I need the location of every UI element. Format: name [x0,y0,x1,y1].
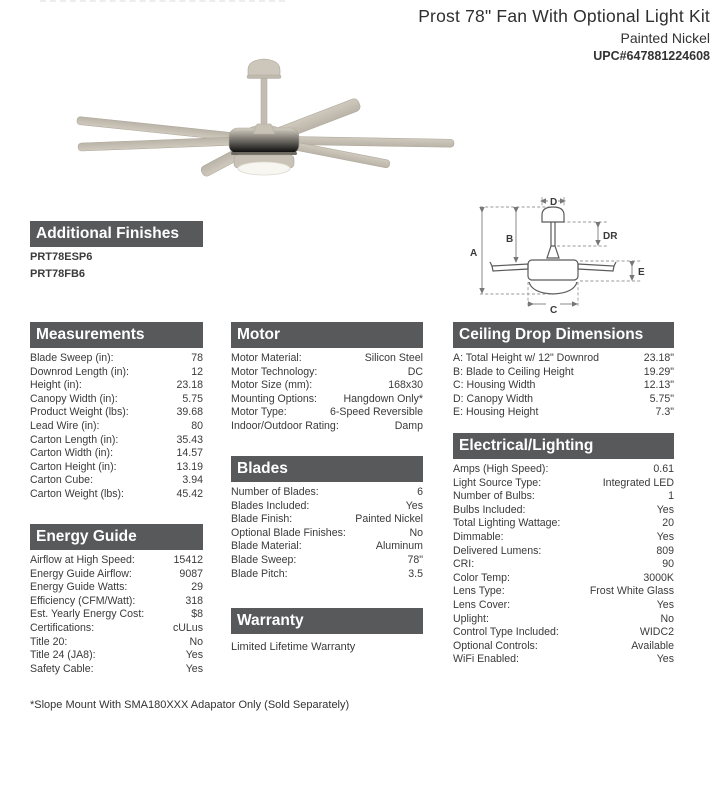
fan-product-photo [42,52,462,192]
spec-label: C: Housing Width [453,379,536,392]
spec-label: Carton Weight (lbs): [30,487,125,500]
spec-label: Title 24 (JA8): [30,649,96,662]
spec-value: 7.3" [655,406,674,419]
spec-label: Blade Pitch: [231,567,288,580]
spec-value: 45.42 [176,487,203,500]
spec-row [453,599,674,613]
spec-row [231,406,423,420]
section-header-warranty: Warranty [231,608,423,634]
spec-value: Yes [656,598,674,611]
spec-row [231,420,423,434]
spec-row [231,568,423,582]
spec-value: No [660,612,674,625]
motor-table [231,352,423,434]
spec-value: WIDC2 [639,626,674,639]
spec-value: Damp [394,419,423,432]
spec-label: Blade Finish: [231,513,293,526]
section-energy-guide [30,524,203,676]
spec-value: 318 [185,594,203,607]
spec-value: Hangdown Only* [343,392,423,405]
spec-row [453,572,674,586]
cropped-logo-remnant [40,0,285,2]
spec-value: No [189,635,203,648]
spec-value: 809 [656,544,674,557]
spec-value: Yes [185,662,203,675]
spec-label: Lens Type: [453,585,505,598]
spec-row [30,434,203,448]
spec-label: Canopy Width (in): [30,392,118,405]
spec-row [231,554,423,568]
spec-value: 6-Speed Reversible [329,406,423,419]
spec-label: Delivered Lumens: [453,544,542,557]
canopy-ring [247,75,281,79]
spec-label: Est. Yearly Energy Cost: [30,608,145,621]
spec-row [30,447,203,461]
spec-row [453,463,674,477]
finish-name: Painted Nickel [620,30,710,46]
spec-value: DC [407,365,423,378]
spec-label: B: Blade to Ceiling Height [453,365,574,378]
spec-label: Blade Material: [231,540,302,553]
spec-value: 20 [662,517,674,530]
spec-row [453,379,674,393]
section-header-blades: Blades [231,456,423,482]
spec-value: 23.18 [176,379,203,392]
spec-label: Amps (High Speed): [453,463,549,475]
rod-coupler [253,124,275,134]
dim-label-b: B [506,234,514,245]
spec-value: Yes [185,649,203,662]
spec-label: Motor Size (mm): [231,379,313,392]
spec-row [453,653,674,667]
spec-row [453,490,674,504]
section-additional-finishes [30,221,203,281]
spec-row [453,352,674,366]
downrod [261,76,267,128]
spec-label: Blade Sweep (in): [30,352,114,364]
spec-label: Optional Controls: [453,639,538,652]
spec-value: 78 [191,352,203,364]
spec-label: E: Housing Height [453,406,539,419]
spec-label: Motor Technology: [231,365,318,378]
spec-row [453,366,674,380]
spec-value: 80 [191,419,203,432]
spec-label: Efficiency (CFM/Watt): [30,594,136,607]
page-title: Prost 78" Fan With Optional Light Kit [418,6,710,26]
spec-value: 3.5 [408,567,423,580]
dim-label-dr: DR [603,231,618,242]
spec-value: Frost White Glass [589,585,674,598]
spec-value: 35.43 [176,433,203,446]
section-header-motor: Motor [231,322,423,348]
spec-value: 14.57 [176,447,203,460]
spec-row [231,513,423,527]
spec-row [30,581,203,595]
spec-value: 12 [191,365,203,378]
section-header-additional-finishes: Additional Finishes [30,221,203,247]
spec-row [30,488,203,502]
spec-value: 23.18" [643,352,674,364]
spec-value: 5.75" [649,392,674,405]
spec-value: 168x30 [388,379,423,392]
spec-label: D: Canopy Width [453,392,534,405]
spec-label: Lens Cover: [453,598,511,611]
spec-label: Optional Blade Finishes: [231,526,346,539]
spec-row [231,352,423,366]
spec-row [231,486,423,500]
spec-row [453,545,674,559]
spec-row [30,474,203,488]
spec-row [231,500,423,514]
energy-guide-table [30,554,203,676]
spec-label: Indoor/Outdoor Rating: [231,419,339,432]
spec-label: Certifications: [30,621,95,634]
spec-row [231,540,423,554]
housing-ring [231,152,297,155]
spec-label: Downrod Length (in): [30,365,129,378]
section-header-energy-guide: Energy Guide [30,524,203,550]
spec-row [453,406,674,420]
electrical-table [453,463,674,667]
light-lens [238,162,290,175]
spec-value: 9087 [179,567,203,580]
section-electrical [453,433,674,667]
spec-value: cULus [172,621,203,634]
spec-row [30,622,203,636]
spec-label: Product Weight (lbs): [30,406,129,419]
spec-row [453,393,674,407]
spec-row [30,568,203,582]
spec-row [30,379,203,393]
ceiling-drop-diagram [462,186,700,316]
slope-mount-footnote: *Slope Mount With SMA180XXX Adapator Only (Sold Separately) [30,699,350,711]
upc-code: UPC#647881224608 [593,49,710,63]
spec-label: Mounting Options: [231,392,317,405]
spec-value: 3.94 [182,474,203,487]
spec-row [30,649,203,663]
section-header-measurements: Measurements [30,322,203,348]
spec-value: 12.13" [643,379,674,392]
section-measurements [30,322,203,502]
warranty-text: Limited Lifetime Warranty [231,641,356,653]
spec-label: Control Type Included: [453,626,559,639]
spec-label: Safety Cable: [30,662,94,675]
spec-row [30,366,203,380]
section-warranty [231,608,423,654]
spec-value: 5.75 [182,392,203,405]
spec-label: Carton Height (in): [30,460,117,473]
spec-row [231,366,423,380]
spec-row [453,613,674,627]
spec-value: Painted Nickel [355,513,423,526]
dimension-guides [480,197,642,308]
spec-label: Dimmable: [453,530,504,543]
section-header-electrical: Electrical/Lighting [453,433,674,459]
spec-row [30,406,203,420]
spec-label: Energy Guide Watts: [30,581,128,594]
spec-value: 90 [662,558,674,571]
spec-label: Carton Length (in): [30,433,119,446]
measurements-table [30,352,203,502]
spec-label: WiFi Enabled: [453,653,519,666]
spec-value: No [409,526,423,539]
spec-row [30,636,203,650]
spec-value: 0.61 [653,463,674,475]
spec-row [30,554,203,568]
spec-value: 1 [668,490,674,503]
spec-label: Number of Bulbs: [453,490,535,503]
spec-value: 29 [191,581,203,594]
spec-row [453,477,674,491]
dim-label-d: D [550,197,558,208]
spec-label: Airflow at High Speed: [30,554,135,566]
spec-value: Yes [656,653,674,666]
spec-row [231,527,423,541]
spec-value: Available [631,639,674,652]
spec-row [453,585,674,599]
ceiling-drop-table [453,352,674,420]
canopy [248,59,280,76]
spec-value: 13.19 [176,460,203,473]
spec-value: Yes [656,503,674,516]
dim-label-c: C [550,305,558,316]
section-blades [231,456,423,581]
spec-label: Energy Guide Airflow: [30,567,132,580]
spec-label: Blades Included: [231,499,310,512]
spec-row [453,517,674,531]
spec-value: 15412 [173,554,203,566]
spec-value: 3000K [643,571,674,584]
spec-value: 39.68 [176,406,203,419]
spec-row [30,608,203,622]
spec-row [30,393,203,407]
spec-row [453,558,674,572]
spec-label: Carton Cube: [30,474,94,487]
spec-row [231,379,423,393]
finish-sku: PRT78ESP6 [30,251,93,263]
spec-label: Total Lighting Wattage: [453,517,561,530]
spec-value: Aluminum [375,540,423,553]
spec-value: Silicon Steel [364,352,423,364]
spec-row [30,663,203,677]
spec-label: Lead Wire (in): [30,419,100,432]
spec-value: $8 [191,608,203,621]
spec-label: Light Source Type: [453,476,542,489]
spec-label: Carton Width (in): [30,447,114,460]
spec-value: 19.29" [643,365,674,378]
spec-label: Title 20: [30,635,68,648]
spec-label: Motor Material: [231,352,302,364]
dim-label-e: E [638,267,645,278]
spec-row [231,393,423,407]
spec-label: Uplight: [453,612,489,625]
spec-row [453,626,674,640]
spec-label: Color Temp: [453,571,510,584]
spec-row [30,461,203,475]
blades-table [231,486,423,581]
spec-row [453,504,674,518]
spec-label: Motor Type: [231,406,287,419]
spec-value: Yes [656,530,674,543]
section-ceiling-drop [453,322,674,420]
spec-label: Bulbs Included: [453,503,526,516]
spec-value: Yes [405,499,423,512]
dim-label-a: A [470,248,478,259]
spec-label: CRI: [453,558,475,571]
spec-value: 78" [407,553,423,566]
spec-row [453,531,674,545]
spec-row [30,352,203,366]
spec-label: A: Total Height w/ 12" Downrod [453,352,600,364]
section-header-ceiling-drop: Ceiling Drop Dimensions [453,322,674,348]
spec-label: Height (in): [30,379,82,392]
spec-label: Number of Blades: [231,486,319,498]
spec-value: Integrated LED [602,476,674,489]
section-motor [231,322,423,434]
spec-value: 6 [417,486,423,498]
spec-row [30,595,203,609]
finish-sku: PRT78FB6 [30,268,86,280]
spec-row [453,640,674,654]
spec-row [30,420,203,434]
spec-label: Blade Sweep: [231,553,297,566]
